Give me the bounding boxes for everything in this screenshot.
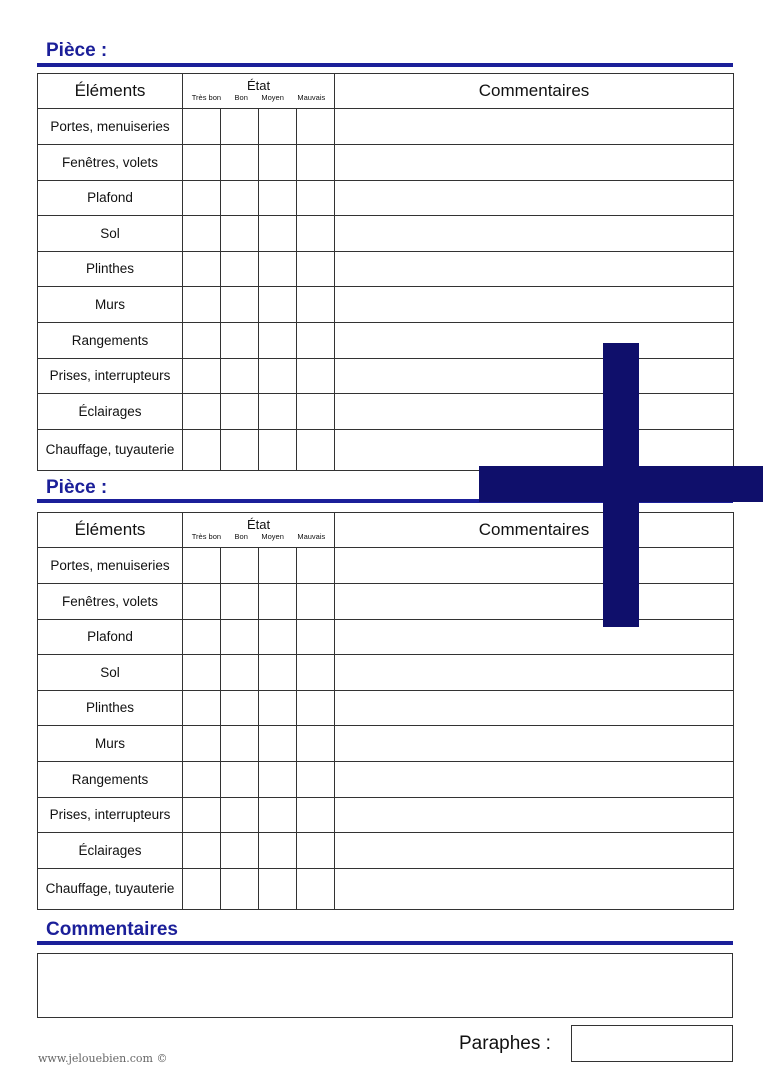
- etat-checkbox-cell[interactable]: [297, 726, 335, 762]
- comment-cell[interactable]: [335, 359, 734, 394]
- etat-checkbox-cell[interactable]: [221, 691, 259, 726]
- table-row: [38, 726, 734, 762]
- etat-checkbox-cell[interactable]: [183, 109, 221, 145]
- etat-checkbox-cell[interactable]: [297, 109, 335, 145]
- etat-level-label: Très bon: [191, 532, 222, 541]
- comment-cell[interactable]: [335, 430, 734, 471]
- element-label: Murs: [38, 287, 183, 323]
- table-row: [38, 252, 734, 287]
- section-1-title: Pièce :: [46, 40, 108, 61]
- etat-checkbox-cell[interactable]: [259, 252, 297, 287]
- table-row: [38, 287, 734, 323]
- etat-checkbox-cell[interactable]: [259, 762, 297, 798]
- etat-checkbox-cell[interactable]: [259, 145, 297, 181]
- commentaires-header: Commentaires: [335, 513, 734, 548]
- etat-checkbox-cell[interactable]: [183, 584, 221, 620]
- etat-checkbox-cell[interactable]: [297, 181, 335, 216]
- etat-checkbox-cell[interactable]: [259, 287, 297, 323]
- etat-checkbox-cell[interactable]: [297, 394, 335, 430]
- etat-checkbox-cell[interactable]: [183, 655, 221, 691]
- comment-cell[interactable]: [335, 620, 734, 655]
- paraphes-box[interactable]: [571, 1025, 733, 1062]
- etat-checkbox-cell[interactable]: [259, 869, 297, 910]
- etat-checkbox-cell[interactable]: [221, 109, 259, 145]
- header-row: [38, 74, 734, 109]
- element-label: Éclairages: [38, 833, 183, 869]
- comment-cell[interactable]: [335, 869, 734, 910]
- etat-checkbox-cell[interactable]: [297, 798, 335, 833]
- etat-level-label: Très bon: [191, 93, 222, 102]
- etat-checkbox-cell[interactable]: [221, 216, 259, 252]
- element-label: Fenêtres, volets: [38, 145, 183, 181]
- comment-cell[interactable]: [335, 181, 734, 216]
- comment-cell[interactable]: [335, 655, 734, 691]
- etat-level-label: Moyen: [261, 93, 284, 102]
- etat-checkbox-cell[interactable]: [221, 584, 259, 620]
- etat-checkbox-cell[interactable]: [259, 216, 297, 252]
- etat-checkbox-cell[interactable]: [297, 833, 335, 869]
- element-label: Sol: [38, 655, 183, 691]
- etat-checkbox-cell[interactable]: [297, 430, 335, 471]
- etat-checkbox-cell[interactable]: [221, 430, 259, 471]
- etat-checkbox-cell[interactable]: [221, 655, 259, 691]
- comment-cell[interactable]: [335, 798, 734, 833]
- commentaires-header: Commentaires: [335, 74, 734, 109]
- etat-checkbox-cell[interactable]: [297, 691, 335, 726]
- comment-cell[interactable]: [335, 252, 734, 287]
- etat-checkbox-cell[interactable]: [183, 869, 221, 910]
- element-label: Plafond: [38, 181, 183, 216]
- comments-rule: [37, 941, 733, 945]
- etat-checkbox-cell[interactable]: [183, 691, 221, 726]
- etat-checkbox-cell[interactable]: [183, 548, 221, 584]
- etat-checkbox-cell[interactable]: [183, 726, 221, 762]
- etat-level-label: Moyen: [261, 532, 284, 541]
- footer-text: www.jelouebien.com ©: [38, 1052, 168, 1065]
- table-row: [38, 833, 734, 869]
- elements-header: Éléments: [38, 74, 183, 109]
- etat-checkbox-cell[interactable]: [259, 584, 297, 620]
- etat-checkbox-cell[interactable]: [221, 548, 259, 584]
- comment-cell[interactable]: [335, 762, 734, 798]
- table-row: [38, 655, 734, 691]
- etat-checkbox-cell[interactable]: [183, 762, 221, 798]
- etat-level-label: Mauvais: [297, 93, 326, 102]
- etat-checkbox-cell[interactable]: [259, 655, 297, 691]
- etat-checkbox-cell[interactable]: [221, 181, 259, 216]
- etat-checkbox-cell[interactable]: [221, 762, 259, 798]
- element-label: Prises, interrupteurs: [38, 798, 183, 833]
- section-1-rule: [37, 63, 733, 67]
- etat-checkbox-cell[interactable]: [221, 869, 259, 910]
- etat-checkbox-cell[interactable]: [297, 655, 335, 691]
- cross-mark-horizontal: [479, 466, 763, 502]
- comment-cell[interactable]: [335, 145, 734, 181]
- comment-cell[interactable]: [335, 109, 734, 145]
- element-label: Éclairages: [38, 394, 183, 430]
- table-row: [38, 691, 734, 726]
- comment-cell[interactable]: [335, 394, 734, 430]
- etat-header: [183, 74, 335, 109]
- comments-box[interactable]: [37, 953, 733, 1018]
- etat-checkbox-cell[interactable]: [259, 833, 297, 869]
- element-label: Prises, interrupteurs: [38, 359, 183, 394]
- section-2-title: Pièce :: [46, 477, 108, 498]
- comments-title: Commentaires: [46, 919, 178, 940]
- etat-checkbox-cell[interactable]: [183, 798, 221, 833]
- etat-checkbox-cell[interactable]: [259, 181, 297, 216]
- comment-cell[interactable]: [335, 726, 734, 762]
- element-label: Plafond: [38, 620, 183, 655]
- etat-checkbox-cell[interactable]: [259, 109, 297, 145]
- etat-checkbox-cell[interactable]: [297, 869, 335, 910]
- etat-checkbox-cell[interactable]: [183, 252, 221, 287]
- table-row: [38, 762, 734, 798]
- etat-checkbox-cell[interactable]: [183, 145, 221, 181]
- element-label: Portes, menuiseries: [38, 109, 183, 145]
- etat-label: État: [246, 78, 271, 93]
- etat-checkbox-cell[interactable]: [259, 323, 297, 359]
- etat-checkbox-cell[interactable]: [221, 833, 259, 869]
- etat-checkbox-cell[interactable]: [297, 620, 335, 655]
- etat-level-label: Mauvais: [297, 532, 326, 541]
- etat-checkbox-cell[interactable]: [221, 394, 259, 430]
- element-label: Rangements: [38, 762, 183, 798]
- etat-checkbox-cell[interactable]: [221, 145, 259, 181]
- etat-checkbox-cell[interactable]: [259, 798, 297, 833]
- etat-checkbox-cell[interactable]: [183, 216, 221, 252]
- etat-checkbox-cell[interactable]: [259, 359, 297, 394]
- etat-checkbox-cell[interactable]: [297, 584, 335, 620]
- etat-checkbox-cell[interactable]: [259, 548, 297, 584]
- etat-checkbox-cell[interactable]: [259, 394, 297, 430]
- element-label: Rangements: [38, 323, 183, 359]
- table-row: [38, 869, 734, 910]
- table-row: [38, 109, 734, 145]
- etat-label: État: [246, 517, 271, 532]
- etat-checkbox-cell[interactable]: [297, 287, 335, 323]
- etat-checkbox-cell[interactable]: [221, 798, 259, 833]
- etat-checkbox-cell[interactable]: [221, 252, 259, 287]
- etat-checkbox-cell[interactable]: [297, 359, 335, 394]
- etat-checkbox-cell[interactable]: [183, 287, 221, 323]
- etat-checkbox-cell[interactable]: [221, 726, 259, 762]
- element-label: Plinthes: [38, 691, 183, 726]
- etat-checkbox-cell[interactable]: [221, 287, 259, 323]
- etat-checkbox-cell[interactable]: [297, 252, 335, 287]
- etat-checkbox-cell[interactable]: [183, 323, 221, 359]
- etat-checkbox-cell[interactable]: [297, 323, 335, 359]
- comment-cell[interactable]: [335, 691, 734, 726]
- paraphes-label: Paraphes :: [459, 1033, 551, 1054]
- element-label: Fenêtres, volets: [38, 584, 183, 620]
- etat-checkbox-cell[interactable]: [221, 359, 259, 394]
- etat-checkbox-cell[interactable]: [297, 216, 335, 252]
- etat-checkbox-cell[interactable]: [183, 394, 221, 430]
- element-label: Plinthes: [38, 252, 183, 287]
- element-label: Sol: [38, 216, 183, 252]
- comment-cell[interactable]: [335, 323, 734, 359]
- etat-level-label: Bon: [234, 532, 248, 541]
- element-label: Chauffage, tuyauterie: [38, 430, 183, 471]
- elements-header: Éléments: [38, 513, 183, 548]
- element-label: Portes, menuiseries: [38, 548, 183, 584]
- comment-cell[interactable]: [335, 287, 734, 323]
- comment-cell[interactable]: [335, 548, 734, 584]
- etat-level-label: Bon: [234, 93, 248, 102]
- etat-checkbox-cell[interactable]: [297, 145, 335, 181]
- table-row: [38, 181, 734, 216]
- etat-checkbox-cell[interactable]: [259, 430, 297, 471]
- comment-cell[interactable]: [335, 833, 734, 869]
- etat-checkbox-cell[interactable]: [259, 726, 297, 762]
- etat-checkbox-cell[interactable]: [259, 691, 297, 726]
- etat-checkbox-cell[interactable]: [183, 430, 221, 471]
- etat-checkbox-cell[interactable]: [183, 181, 221, 216]
- etat-checkbox-cell[interactable]: [183, 620, 221, 655]
- comment-cell[interactable]: [335, 216, 734, 252]
- etat-checkbox-cell[interactable]: [221, 323, 259, 359]
- element-label: Murs: [38, 726, 183, 762]
- table-row: [38, 145, 734, 181]
- etat-checkbox-cell[interactable]: [221, 620, 259, 655]
- etat-checkbox-cell[interactable]: [297, 548, 335, 584]
- etat-checkbox-cell[interactable]: [297, 762, 335, 798]
- table-row: [38, 798, 734, 833]
- etat-checkbox-cell[interactable]: [259, 620, 297, 655]
- etat-header: [183, 513, 335, 548]
- etat-checkbox-cell[interactable]: [183, 833, 221, 869]
- table-row: [38, 216, 734, 252]
- comment-cell[interactable]: [335, 584, 734, 620]
- element-label: Chauffage, tuyauterie: [38, 869, 183, 910]
- etat-checkbox-cell[interactable]: [183, 359, 221, 394]
